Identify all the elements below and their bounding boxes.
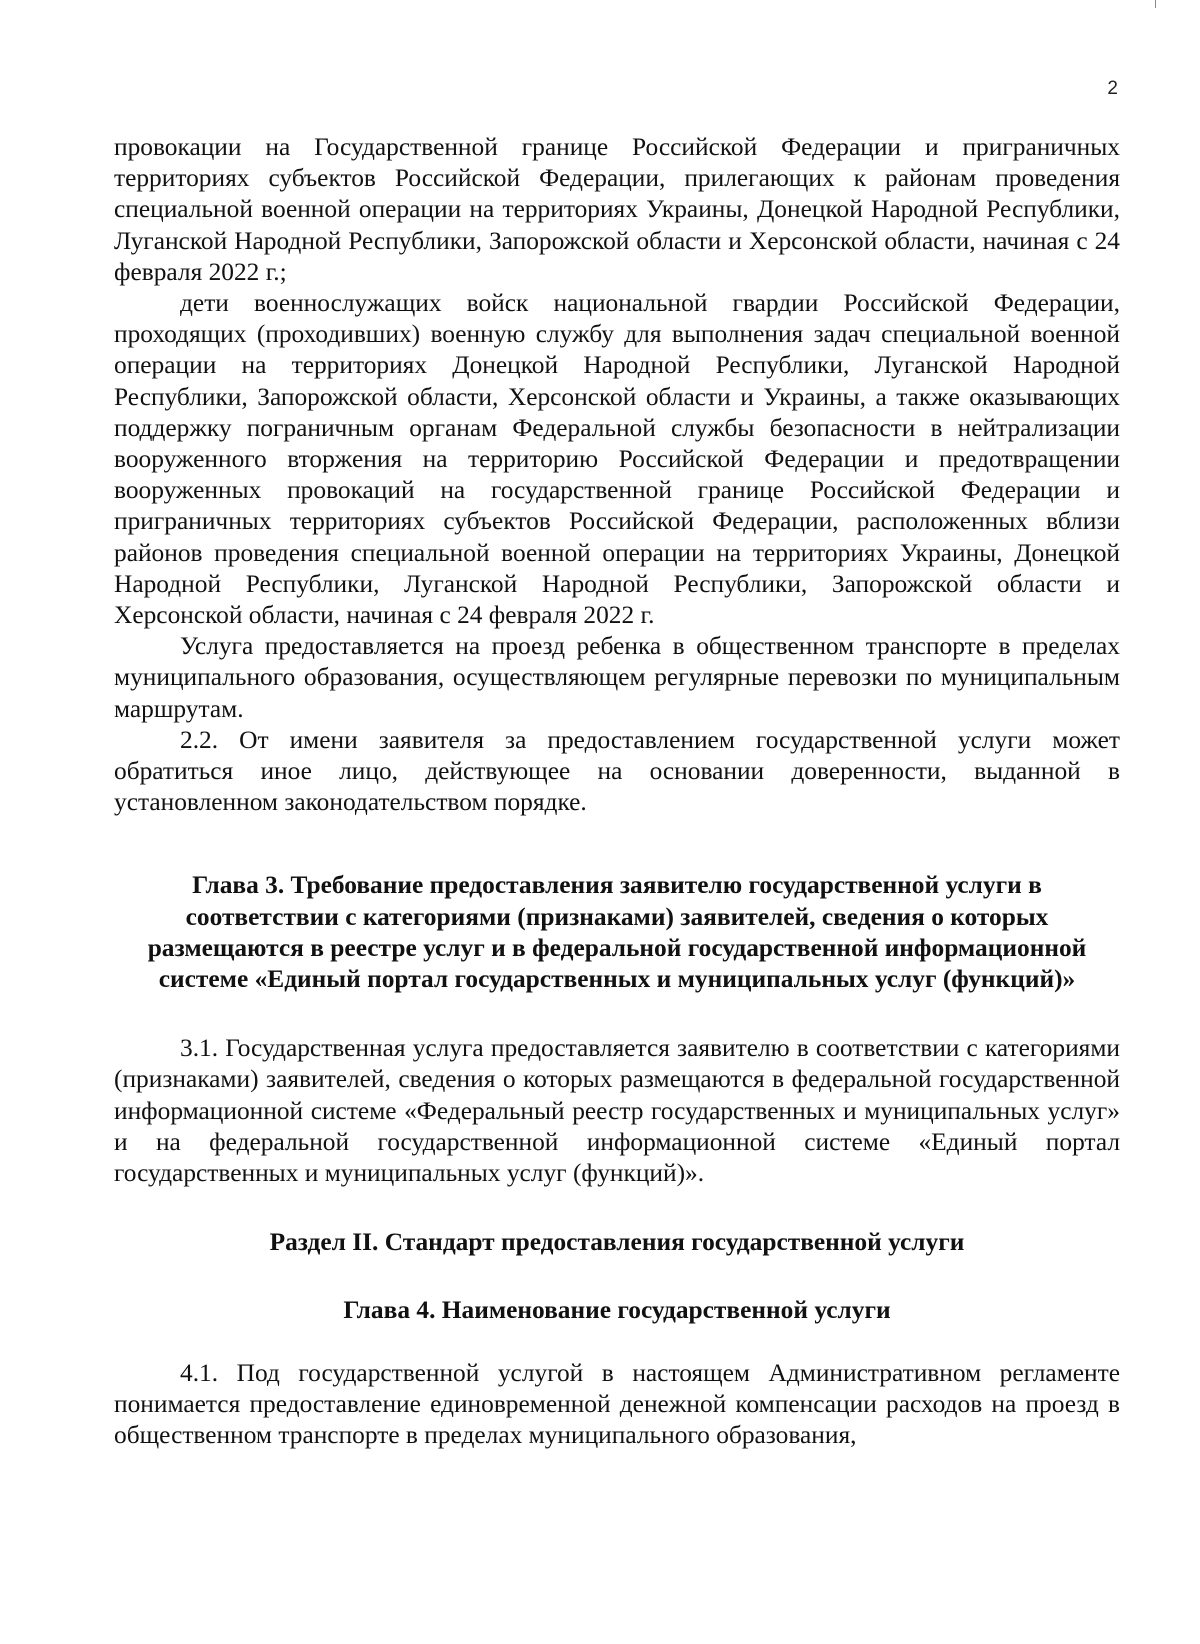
- page-number: 2: [1107, 78, 1118, 99]
- section-2-heading: Раздел II. Стандарт предоставления государственной услуги: [269, 1228, 965, 1257]
- spacer: [114, 995, 1120, 1033]
- chapter-4-heading: Глава 4. Наименование государственной услуги: [343, 1295, 891, 1324]
- document-body: [114, 132, 1120, 1451]
- paragraph-4-1: 4.1. Под государственной услугой в настоящем Административном регламенте понимается предоставление единовременной денежной компенсации расходов на проезд в общественном транспорте в пределах муниципального образования,: [114, 1358, 1120, 1450]
- paragraph-2-2: 2.2. От имени заявителя за предоставлением государственной услуги может обратиться иное лицо, действующее на основании доверенности, выданной в установленном законодательством порядке.: [114, 725, 1120, 817]
- spacer: [114, 1259, 1120, 1295]
- paragraph-3-1: 3.1. Государственная услуга предоставляется заявителю в соответствии с категориями (признаками) заявителей, сведения о которых размещаются в федеральной государственной информационной системе «Федеральный реестр государственных и муниципальных услуг» и на федеральной государственной информационной системе «Единый портал государственных и муниципальных услуг (функций)».: [114, 1034, 1120, 1188]
- paragraph-national-guard-children: дети военнослужащих войск национальной гвардии Российской Федерации, проходящих (проходивших) военную службу для выполнения задач специальной военной операции на территориях Донецкой Народной Республики, Луганской Народной Республики, Запорожской области, Херсонской области и Украины, а также оказывающих поддержку пограничным органам Федеральной службы безопасности в нейтрализации вооруженного вторжения на территорию Российской Федерации и предотвращении вооруженных провокаций на государственной границе Российской Федерации и приграничных территориях субъектов Российской Федерации, расположенных вблизи районов проведения специальной военной операции на территориях Украины, Донецкой Народной Республики, Луганской Народной Республики, Запорожской области и Херсонской области, начиная с 24 февраля 2022 г.: [114, 289, 1120, 630]
- spacer: [114, 818, 1120, 870]
- paragraph-transport-service: Услуга предоставляется на проезд ребенка в общественном транспорте в пределах муниципального образования, осуществляющем регулярные перевозки по муниципальным маршрутам.: [114, 632, 1120, 723]
- paragraph-provocations: провокации на Государственной границе Российской Федерации и приграничных территориях субъектов Российской Федерации, прилегающих к районам проведения специальной военной операции на территориях Украины, Донецкой Народной Республики, Луганской Народной Республики, Запорожской области и Херсонской области, начиная с 24 февраля 2022 г.;: [114, 133, 1120, 286]
- chapter-3-heading: Глава 3. Требование предоставления заявителю государственной услуги в соответствии с категориями (признаками) заявителей, сведения о которых размещаются в реестре услуг и в федеральной государственной информационной системе «Единый портал государственных и муниципальных услуг (функций)»: [147, 871, 1087, 994]
- spacer: [114, 1189, 1120, 1227]
- scan-edge-mark: [1155, 0, 1156, 8]
- spacer: [114, 1326, 1120, 1358]
